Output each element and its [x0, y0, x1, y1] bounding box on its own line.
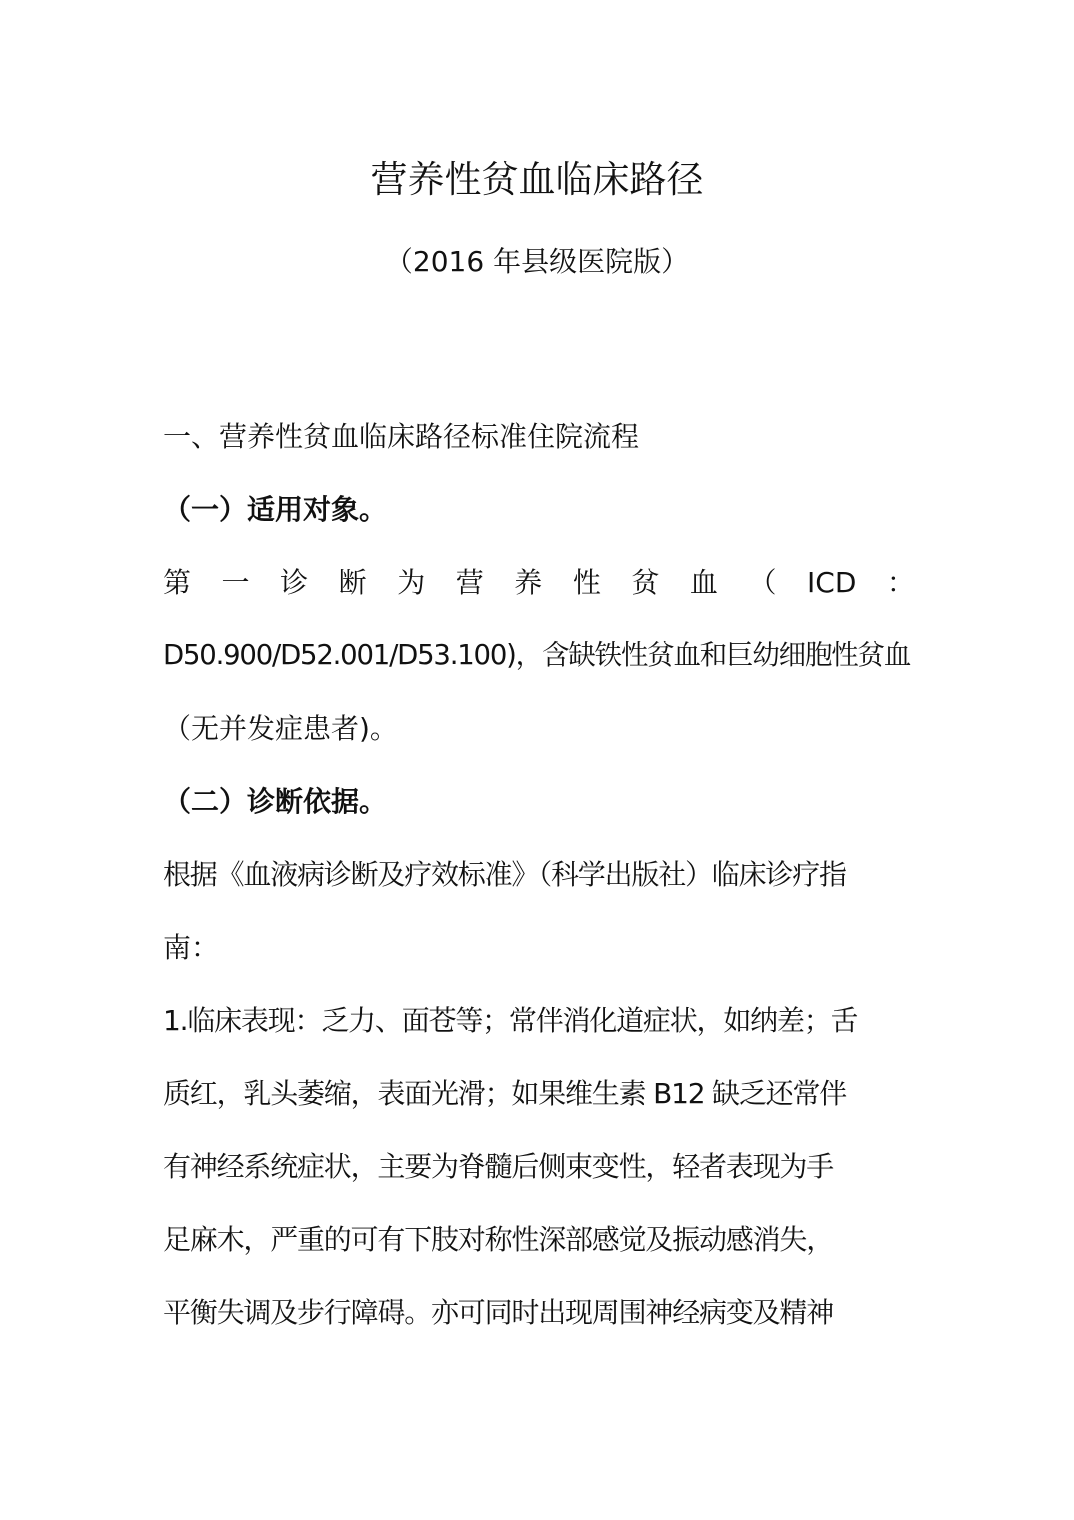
glyph: 营	[455, 566, 484, 599]
document-subtitle: （2016 年县级医院版）	[384, 245, 690, 278]
paragraph-line: 质红，乳头萎缩，表面光滑；如果维生素 B12 缺乏还常伴	[163, 1077, 847, 1110]
glyph: 断	[338, 566, 367, 599]
glyph: （	[748, 566, 777, 599]
glyph: 诊	[280, 566, 309, 599]
glyph: 为	[397, 566, 426, 599]
glyph: 一	[221, 566, 250, 599]
paragraph-line: 根据《血液病诊断及疗效标准》（科学出版社）临床诊疗指	[163, 858, 846, 891]
document-body	[163, 400, 915, 1349]
glyph: 性	[572, 566, 601, 599]
paragraph-line: （无并发症患者)。	[163, 712, 398, 745]
glyph: ：	[886, 566, 915, 599]
paragraph-line-justified	[163, 546, 915, 619]
section-heading: 一、营养性贫血临床路径标准住院流程	[163, 420, 640, 453]
glyph: 贫	[631, 566, 660, 599]
glyph: 血	[689, 566, 718, 599]
glyph: 第	[163, 566, 192, 599]
paragraph-line: 1.临床表现：乏力、面苍等；常伴消化道症状，如纳差；舌	[163, 1004, 858, 1037]
paragraph-line: 足麻木，严重的可有下肢对称性深部感觉及振动感消失，	[163, 1223, 834, 1256]
paragraph-line: D50.900/D52.001/D53.100)，含缺铁性贫血和巨幼细胞性贫血	[163, 639, 911, 671]
subsection-heading-diagnostic-basis: （二）诊断依据。	[163, 785, 388, 818]
paragraph-line: 南：	[163, 931, 220, 964]
paragraph-line: 有神经系统症状，主要为脊髓后侧束变性，轻者表现为手	[163, 1150, 834, 1183]
paragraph-line: 平衡失调及步行障碍。亦可同时出现周围神经病变及精神	[163, 1296, 834, 1329]
glyph: 养	[514, 566, 543, 599]
glyph: ICD	[807, 566, 857, 599]
subsection-heading-applicable-subjects: （一）适用对象。	[163, 493, 388, 526]
document-title: 营养性贫血临床路径	[370, 158, 704, 201]
